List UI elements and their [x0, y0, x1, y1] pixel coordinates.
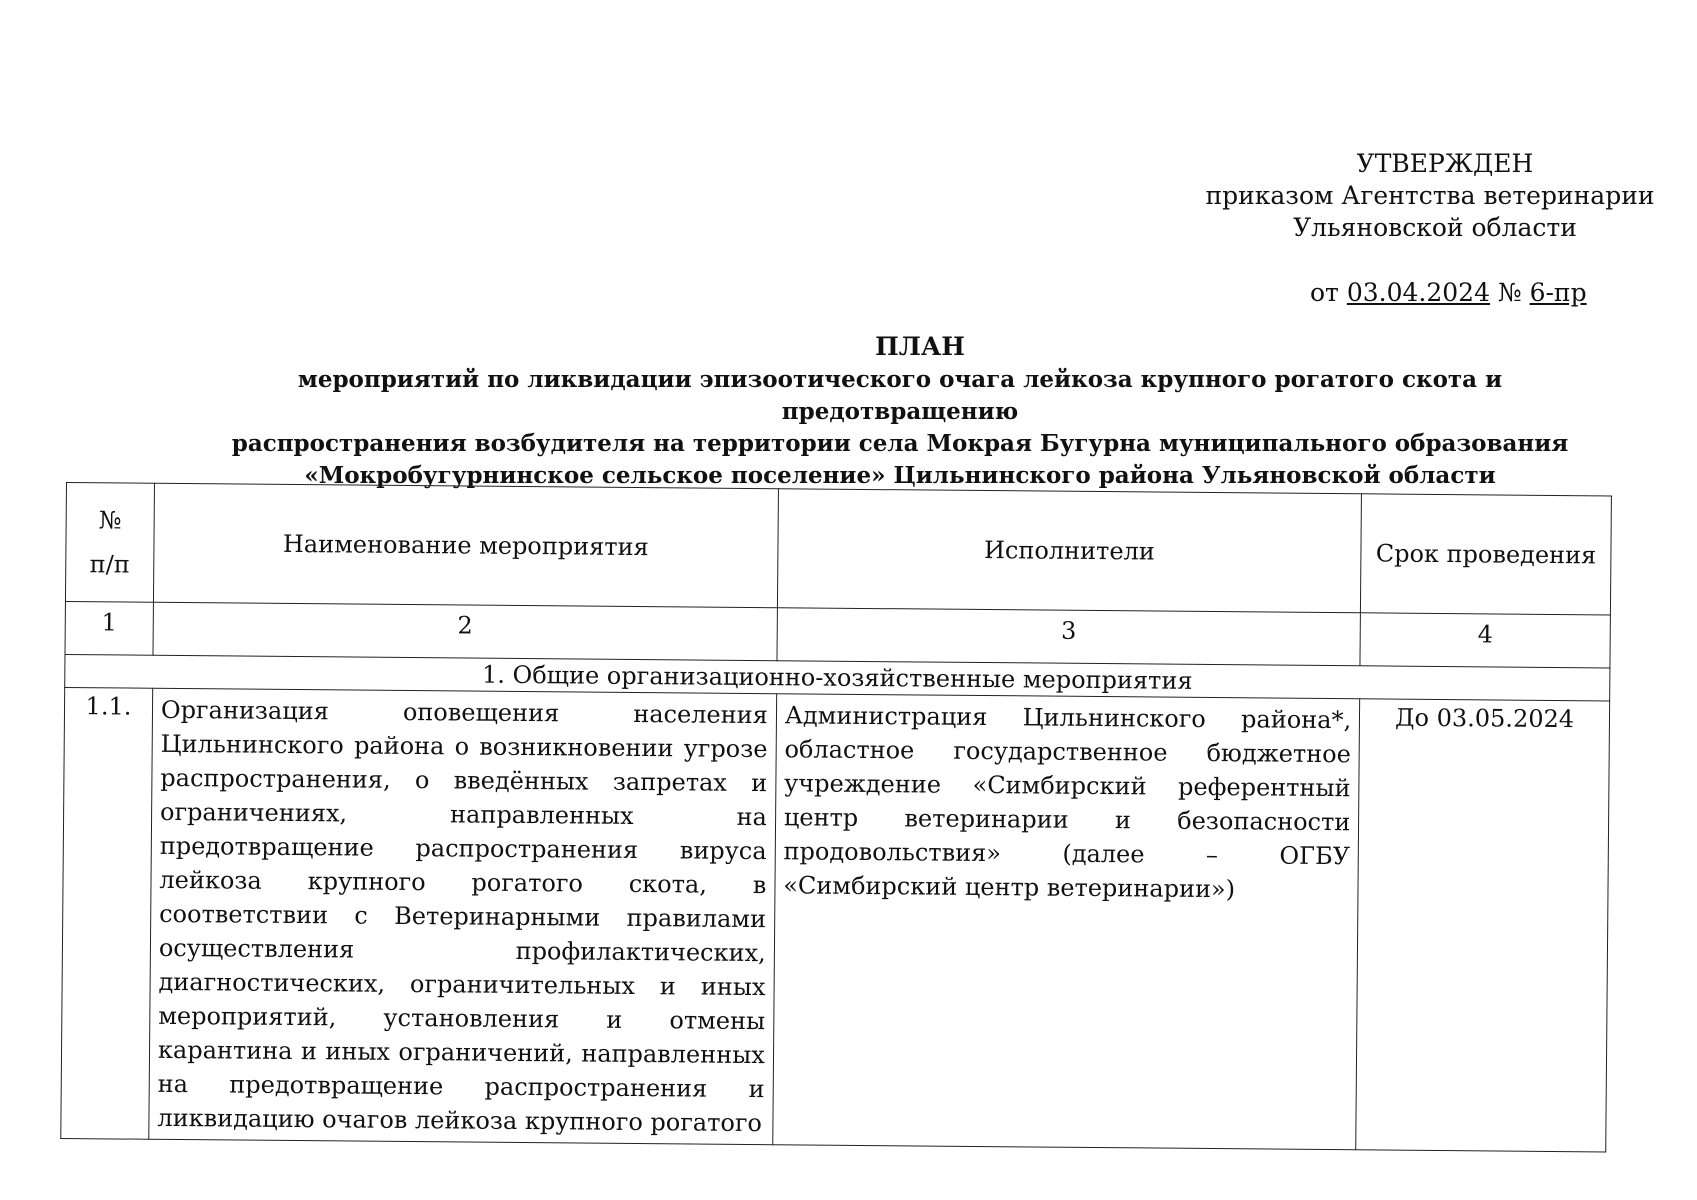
plan-heading: ПЛАН	[875, 332, 965, 361]
column-number-2: 2	[153, 602, 777, 660]
approval-stamp	[1180, 148, 1680, 244]
order-number-label: №	[1497, 278, 1522, 307]
plan-table	[60, 482, 1612, 1152]
header-executors: Исполнители	[777, 489, 1361, 613]
approval-heading: УТВЕРЖДЕН	[1356, 149, 1534, 178]
header-name: Наименование мероприятия	[153, 483, 778, 607]
header-term: Срок проведения	[1361, 494, 1612, 615]
header-num	[65, 483, 154, 603]
column-number-4: 4	[1360, 613, 1610, 668]
section-title: 1. Общие организационно-хозяйственные мероприятия	[65, 654, 1610, 700]
order-prefix: от	[1310, 278, 1339, 307]
column-number-1: 1	[65, 601, 153, 655]
order-reference	[1310, 278, 1587, 307]
order-number: 6-пр	[1529, 278, 1587, 307]
table-header-row	[65, 483, 1611, 615]
header-num-abbrev: п/п	[89, 550, 130, 579]
plan-subtitle-line-1: мероприятий по ликвидации эпизоотического очага лейкоза крупного рогатого скота и предотвращению	[297, 366, 1503, 425]
row-activity-name: Организация оповещения населения Цильнинского района о возникновении угрозе распространения, о введённых запретах и ограничениях, направленных на предотвращение распространения вируса лейкоза крупного рогатого скота, в соответствии с Ветеринарными правилами осуществления профилактических, диагностических, ограничительных и иных мероприятий, установления и отмены карантина и иных ограничений, направленных на предотвращение распространения и ликвидацию очагов лейкоза крупного рогатого	[149, 688, 777, 1144]
row-executors: Администрация Цильнинского района*, областное государственное бюджетное учреждение «Симбирский референтный центр ветеринарии и безопасности продовольствия» (далее – ОГБУ «Симбирский центр ветеринарии»)	[773, 694, 1360, 1150]
column-number-3: 3	[777, 608, 1361, 666]
table-row	[61, 687, 1610, 1151]
order-date: 03.04.2024	[1346, 278, 1490, 307]
plan-subtitle-line-2: распространения возбудителя на территории села Мокрая Бугурна муниципального образования	[231, 430, 1569, 457]
approval-authority: приказом Агентства ветеринарии	[1205, 181, 1655, 210]
row-number: 1.1.	[61, 687, 153, 1139]
header-num-symbol: №	[98, 506, 122, 535]
row-term: До 03.05.2024	[1356, 699, 1610, 1152]
approval-region: Ульяновской области	[1293, 213, 1577, 242]
plan-subtitle-line-3: «Мокробугурнинское сельское поселение» Цильнинского района Ульяновской области	[304, 462, 1496, 489]
document-title	[180, 330, 1620, 492]
